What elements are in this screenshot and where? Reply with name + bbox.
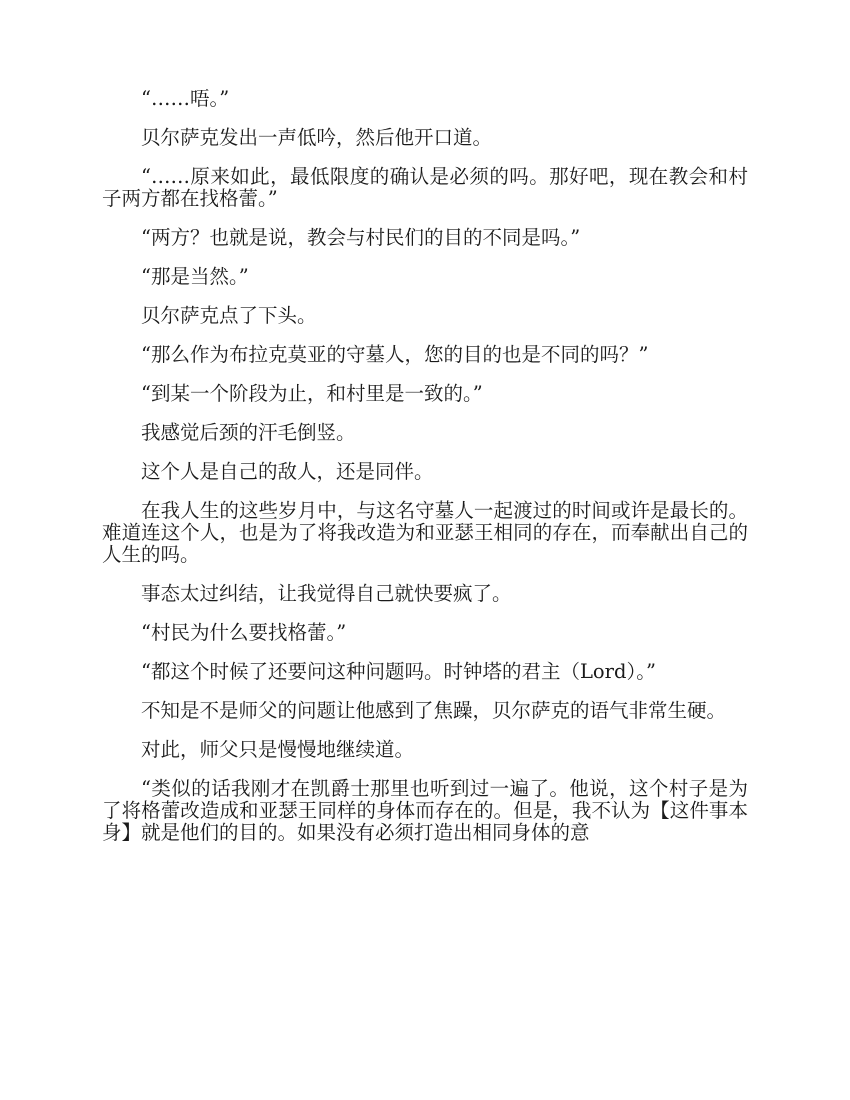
paragraph: 在我人生的这些岁月中，与这名守墓人一起渡过的时间或许是最长的。难道连这个人，也是为了将我改造为和亚瑟王相同的存在，而奉献出自己的人生的吗。 <box>102 499 748 566</box>
paragraph: “村民为什么要找格蕾。” <box>141 621 347 644</box>
paragraph: “两方？也就是说，教会与村民们的目的不同是吗。” <box>141 226 581 249</box>
paragraph: “……唔。” <box>141 87 230 110</box>
paragraph: 这个人是自己的敌人，还是同伴。 <box>141 460 434 483</box>
paragraph: “类似的话我刚才在凯爵士那里也听到过一遍了。他说，这个村子是为了将格蕾改造成和亚瑟王同样的身体而存在的。但是，我不认为【这件事本身】就是他们的目的。如果没有必须打造出相同身体的意 <box>102 777 748 844</box>
paragraph: “都这个时候了还要问这种问题吗。时钟塔的君主（Lord）。” <box>141 660 656 683</box>
paragraph: “那是当然。” <box>141 265 249 288</box>
paragraph: 对此，师父只是慢慢地继续道。 <box>141 738 415 761</box>
paragraph: “到某一个阶段为止，和村里是一致的。” <box>141 382 483 405</box>
paragraph: 事态太过纠结，让我觉得自己就快要疯了。 <box>141 582 512 605</box>
paragraph: 不知是不是师父的问题让他感到了焦躁，贝尔萨克的语气非常生硬。 <box>141 699 727 722</box>
paragraph: 我感觉后颈的汗毛倒竖。 <box>141 421 356 444</box>
paragraph: “……原来如此，最低限度的确认是必须的吗。那好吧，现在教会和村子两方都在找格蕾。” <box>102 165 748 210</box>
document-page <box>102 88 748 861</box>
paragraph: “那么作为布拉克莫亚的守墓人，您的目的也是不同的吗？” <box>141 343 649 366</box>
paragraph: 贝尔萨克点了下头。 <box>141 304 317 327</box>
paragraph: 贝尔萨克发出一声低吟，然后他开口道。 <box>141 126 493 149</box>
